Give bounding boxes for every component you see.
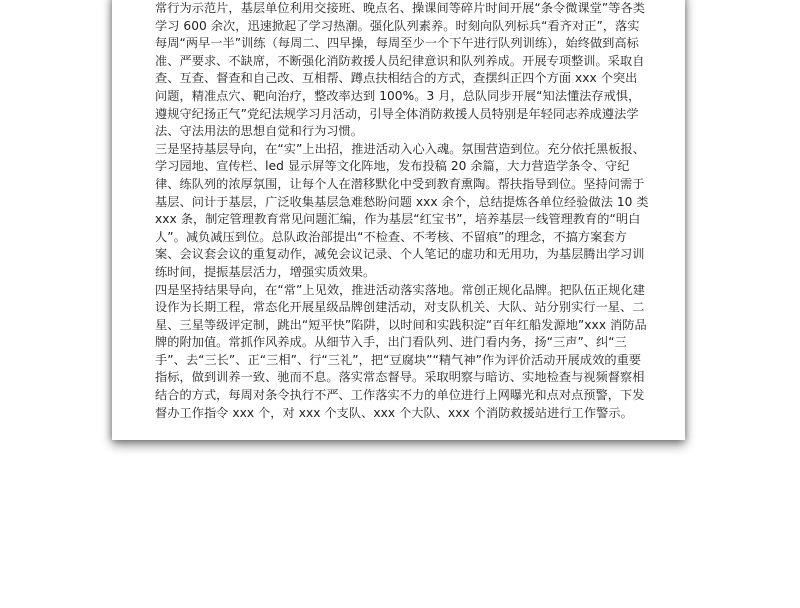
document-body [155, 0, 649, 422]
document-page [112, 0, 685, 440]
paragraph-results-orientation: 四是坚持结果导向，在“常”上见效，推进活动落实落地。常创正规化品牌。把队伍正规化建设作为长期工程，常态化开展星级品牌创建活动，对支队机关、大队、站分别实行一星、二星、三星等级评定制，跳出“短平快”陷阱，以时间和实践积淀“百年红船发源地”xxx 消防品牌的附加值。常抓作风养成。从细节入手，出门看队列、进门看内务，扬“三声”、纠“三手”、去“三长”、正“三相”、行“三礼”，把“豆腐块”“精气神”作为评价活动开展成效的重要指标，做到训养一致、驰而不息。落实常态督导。采取明察与暗访、实地检查与视频督察相结合的方式，每周对条令执行不严、工作落实不力的单位进行上网曝光和点对点预警，下发督办工作指令 xxx 个，对 xxx 个支队、xxx 个大队、xxx 个消防救援站进行工作警示。 [155, 282, 647, 420]
paragraph-continued: 常行为示范片，基层单位利用交接班、晚点名、操课间等碎片时间开展“条令微课堂”等各类学习 600 余次，迅速掀起了学习热潮。强化队列素养。时刻向队列标兵“看齐对正”，落实每周“两早一半”训练（每周二、四早操，每周至少一个下午进行队列训练），始终做到高标准、严要求、不缺席，不断强化消防救援人员纪律意识和队列养成。开展专项整训。采取自查、互查、督查和自己改、互相帮、蹲点扶相结合的方式，查摆纠正四个方面 xxx 个突出问题，精准点穴、靶向治疗，整改率达到 100%。3 月，总队同步开展“知法懂法存戒惧，遵规守纪扬正气”党纪法规学习月活动，引导全体消防救援人员特别是年轻同志养成遵法学法、守法用法的思想自觉和行为习惯。 [155, 1, 645, 139]
paragraph-grassroots-orientation: 三是坚持基层导向，在“实”上出招，推进活动入心入魂。氛围营造到位。充分依托黑板报、学习园地、宣传栏、led 显示屏等文化阵地，发布投稿 20 余篇，大力营造学条令、守纪律、练队列的浓厚氛围，让每个人在潜移默化中受到教育熏陶。帮扶指导到位。坚持问需于基层、问计于基层，广泛收集基层急难愁盼问题 xxx 余个，总结提炼各单位经验做法 10 类 xxx 条，制定管理教育常见问题汇编，作为基层“红宝书”，培养基层一线管理教育的“明白人”。减负减压到位。总队政治部提出“不检查、不考核、不留痕”的理念，不搞方案套方案、会议套会议的重复动作，减免会议记录、个人笔记的虚功和无用功，为基层腾出学习训练时间，提振基层活力，增强实质效果。 [155, 141, 649, 279]
